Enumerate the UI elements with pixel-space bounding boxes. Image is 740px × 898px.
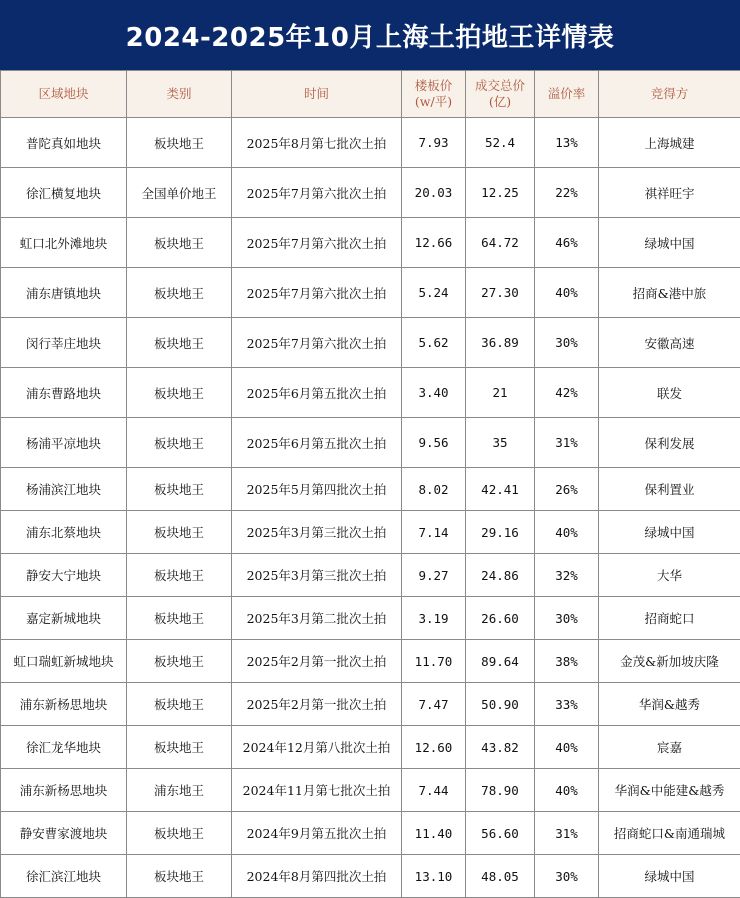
cell-price: 7.44 — [402, 769, 466, 812]
table-row — [1, 855, 740, 898]
cell-time: 2025年7月第六批次土拍 — [232, 318, 402, 368]
cell-type: 板块地王 — [127, 118, 232, 168]
table-row — [1, 640, 740, 683]
cell-time: 2025年6月第五批次土拍 — [232, 368, 402, 418]
cell-time: 2025年3月第三批次土拍 — [232, 554, 402, 597]
cell-winner: 宸嘉 — [599, 726, 740, 769]
cell-type: 板块地王 — [127, 511, 232, 554]
table-row — [1, 812, 740, 855]
cell-price: 20.03 — [402, 168, 466, 218]
cell-time: 2025年6月第五批次土拍 — [232, 418, 402, 468]
cell-type: 板块地王 — [127, 318, 232, 368]
cell-type: 浦东地王 — [127, 769, 232, 812]
cell-type: 板块地王 — [127, 812, 232, 855]
cell-winner: 招商&港中旅 — [599, 268, 740, 318]
cell-area: 浦东新杨思地块 — [1, 683, 127, 726]
cell-total: 21 — [466, 368, 535, 418]
cell-time: 2025年2月第一批次土拍 — [232, 683, 402, 726]
cell-price: 9.56 — [402, 418, 466, 468]
cell-type: 板块地王 — [127, 418, 232, 468]
cell-premium: 30% — [535, 318, 599, 368]
table-row — [1, 318, 740, 368]
cell-type: 板块地王 — [127, 268, 232, 318]
cell-type: 板块地王 — [127, 368, 232, 418]
cell-total: 78.90 — [466, 769, 535, 812]
table-row — [1, 368, 740, 418]
cell-area: 徐汇滨江地块 — [1, 855, 127, 898]
cell-area: 虹口北外滩地块 — [1, 218, 127, 268]
cell-area: 浦东北蔡地块 — [1, 511, 127, 554]
cell-area: 浦东唐镇地块 — [1, 268, 127, 318]
cell-winner: 祺祥旺宇 — [599, 168, 740, 218]
cell-type: 板块地王 — [127, 726, 232, 769]
cell-winner: 上海城建 — [599, 118, 740, 168]
cell-total: 43.82 — [466, 726, 535, 769]
header-total — [466, 71, 535, 118]
cell-time: 2025年3月第三批次土拍 — [232, 511, 402, 554]
cell-price: 11.70 — [402, 640, 466, 683]
cell-total: 89.64 — [466, 640, 535, 683]
table-row — [1, 218, 740, 268]
header-total-unit: (亿) — [466, 94, 534, 110]
table-row — [1, 726, 740, 769]
cell-total: 52.4 — [466, 118, 535, 168]
cell-price: 12.60 — [402, 726, 466, 769]
cell-premium: 46% — [535, 218, 599, 268]
table-row — [1, 418, 740, 468]
cell-time: 2024年11月第七批次土拍 — [232, 769, 402, 812]
cell-area: 杨浦滨江地块 — [1, 468, 127, 511]
cell-total: 12.25 — [466, 168, 535, 218]
cell-total: 48.05 — [466, 855, 535, 898]
cell-premium: 30% — [535, 597, 599, 640]
header-price-label: 楼板价 — [402, 78, 465, 94]
cell-premium: 26% — [535, 468, 599, 511]
cell-premium: 42% — [535, 368, 599, 418]
cell-premium: 38% — [535, 640, 599, 683]
cell-total: 36.89 — [466, 318, 535, 368]
cell-price: 3.19 — [402, 597, 466, 640]
cell-time: 2024年8月第四批次土拍 — [232, 855, 402, 898]
cell-type: 板块地王 — [127, 218, 232, 268]
cell-price: 7.47 — [402, 683, 466, 726]
cell-winner: 联发 — [599, 368, 740, 418]
header-price — [402, 71, 466, 118]
cell-time: 2024年9月第五批次土拍 — [232, 812, 402, 855]
table-row — [1, 554, 740, 597]
land-auction-table — [0, 70, 740, 898]
cell-premium: 40% — [535, 268, 599, 318]
header-area: 区域地块 — [1, 71, 127, 118]
cell-price: 8.02 — [402, 468, 466, 511]
cell-price: 5.24 — [402, 268, 466, 318]
cell-price: 7.14 — [402, 511, 466, 554]
cell-time: 2025年8月第七批次土拍 — [232, 118, 402, 168]
cell-winner: 华润&中能建&越秀 — [599, 769, 740, 812]
cell-type: 全国单价地王 — [127, 168, 232, 218]
cell-total: 26.60 — [466, 597, 535, 640]
cell-total: 35 — [466, 418, 535, 468]
table-row — [1, 769, 740, 812]
cell-premium: 30% — [535, 855, 599, 898]
cell-area: 杨浦平凉地块 — [1, 418, 127, 468]
page-title: 2024-2025年10月上海土拍地王详情表 — [126, 17, 615, 54]
cell-total: 42.41 — [466, 468, 535, 511]
cell-price: 5.62 — [402, 318, 466, 368]
cell-total: 29.16 — [466, 511, 535, 554]
cell-price: 11.40 — [402, 812, 466, 855]
cell-total: 24.86 — [466, 554, 535, 597]
cell-total: 56.60 — [466, 812, 535, 855]
cell-time: 2025年7月第六批次土拍 — [232, 218, 402, 268]
cell-area: 闵行莘庄地块 — [1, 318, 127, 368]
cell-winner: 招商蛇口 — [599, 597, 740, 640]
cell-winner: 绿城中国 — [599, 218, 740, 268]
cell-winner: 安徽高速 — [599, 318, 740, 368]
header-winner: 竞得方 — [599, 71, 740, 118]
cell-winner: 绿城中国 — [599, 855, 740, 898]
cell-type: 板块地王 — [127, 683, 232, 726]
cell-time: 2024年12月第八批次土拍 — [232, 726, 402, 769]
cell-winner: 大华 — [599, 554, 740, 597]
header-total-label: 成交总价 — [466, 78, 534, 94]
cell-area: 徐汇横复地块 — [1, 168, 127, 218]
cell-time: 2025年2月第一批次土拍 — [232, 640, 402, 683]
header-type: 类别 — [127, 71, 232, 118]
cell-type: 板块地王 — [127, 554, 232, 597]
cell-premium: 31% — [535, 418, 599, 468]
cell-time: 2025年7月第六批次土拍 — [232, 268, 402, 318]
header-time: 时间 — [232, 71, 402, 118]
cell-area: 浦东新杨思地块 — [1, 769, 127, 812]
cell-type: 板块地王 — [127, 597, 232, 640]
cell-area: 浦东曹路地块 — [1, 368, 127, 418]
table-body — [1, 118, 740, 898]
table-row — [1, 268, 740, 318]
cell-total: 64.72 — [466, 218, 535, 268]
table-row — [1, 468, 740, 511]
cell-time: 2025年5月第四批次土拍 — [232, 468, 402, 511]
header-premium: 溢价率 — [535, 71, 599, 118]
table-header-row — [1, 71, 740, 118]
cell-price: 3.40 — [402, 368, 466, 418]
cell-premium: 40% — [535, 769, 599, 812]
cell-type: 板块地王 — [127, 468, 232, 511]
cell-premium: 22% — [535, 168, 599, 218]
cell-total: 27.30 — [466, 268, 535, 318]
cell-premium: 32% — [535, 554, 599, 597]
cell-price: 12.66 — [402, 218, 466, 268]
table-row — [1, 597, 740, 640]
cell-area: 虹口瑞虹新城地块 — [1, 640, 127, 683]
cell-premium: 31% — [535, 812, 599, 855]
cell-winner: 保利置业 — [599, 468, 740, 511]
cell-area: 普陀真如地块 — [1, 118, 127, 168]
cell-price: 9.27 — [402, 554, 466, 597]
cell-premium: 33% — [535, 683, 599, 726]
cell-area: 静安曹家渡地块 — [1, 812, 127, 855]
cell-price: 13.10 — [402, 855, 466, 898]
cell-winner: 金茂&新加坡庆隆 — [599, 640, 740, 683]
cell-type: 板块地王 — [127, 640, 232, 683]
header-price-unit: (w/平) — [402, 94, 465, 110]
cell-winner: 绿城中国 — [599, 511, 740, 554]
table-row — [1, 118, 740, 168]
cell-area: 徐汇龙华地块 — [1, 726, 127, 769]
cell-winner: 招商蛇口&南通瑞城 — [599, 812, 740, 855]
cell-time: 2025年7月第六批次土拍 — [232, 168, 402, 218]
title-bar — [0, 0, 740, 70]
cell-premium: 40% — [535, 511, 599, 554]
table-row — [1, 683, 740, 726]
cell-winner: 华润&越秀 — [599, 683, 740, 726]
table-row — [1, 168, 740, 218]
table-row — [1, 511, 740, 554]
cell-area: 静安大宁地块 — [1, 554, 127, 597]
cell-time: 2025年3月第二批次土拍 — [232, 597, 402, 640]
cell-area: 嘉定新城地块 — [1, 597, 127, 640]
cell-total: 50.90 — [466, 683, 535, 726]
cell-winner: 保利发展 — [599, 418, 740, 468]
cell-type: 板块地王 — [127, 855, 232, 898]
cell-premium: 13% — [535, 118, 599, 168]
cell-premium: 40% — [535, 726, 599, 769]
cell-price: 7.93 — [402, 118, 466, 168]
